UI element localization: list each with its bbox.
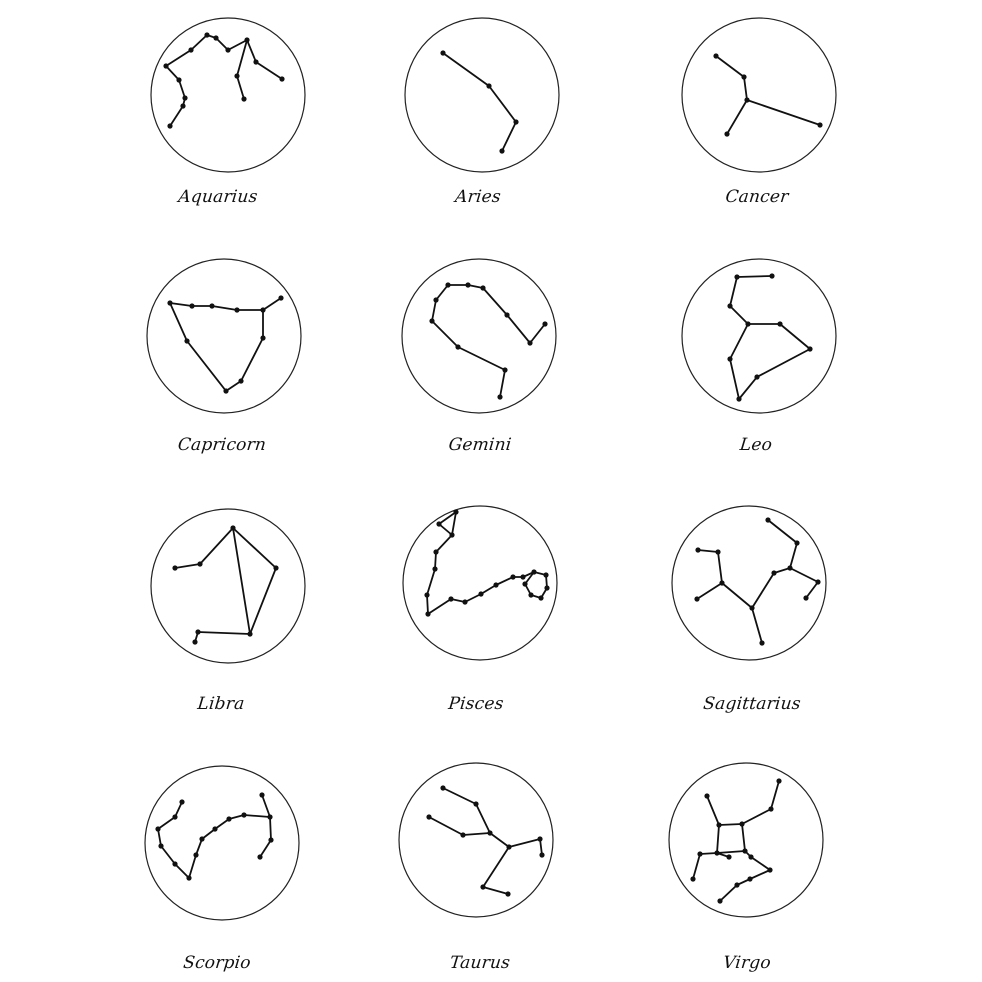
star-dot xyxy=(736,396,741,401)
constellation-line xyxy=(436,535,452,552)
star-dot xyxy=(486,83,491,88)
star-dot xyxy=(226,816,231,821)
constellation-line xyxy=(483,887,508,894)
star-dot xyxy=(460,832,465,837)
constellation-line xyxy=(780,324,810,349)
constellation-line xyxy=(752,608,762,643)
star-dot xyxy=(238,378,243,383)
star-dot xyxy=(769,273,774,278)
star-dot xyxy=(537,836,542,841)
star-dot xyxy=(478,591,483,596)
star-dot xyxy=(260,335,265,340)
constellation-line xyxy=(237,76,244,99)
star-dot xyxy=(748,854,753,859)
star-dot xyxy=(767,867,772,872)
star-dot xyxy=(163,63,168,68)
star-dot xyxy=(204,32,209,37)
constellation-label-virgo: Virgo xyxy=(722,953,772,973)
star-dot xyxy=(225,47,230,52)
star-dot xyxy=(539,852,544,857)
star-dot xyxy=(448,596,453,601)
star-dot xyxy=(167,300,172,305)
constellation-line xyxy=(260,840,271,857)
constellation-line xyxy=(241,338,263,381)
constellation-line xyxy=(189,855,196,878)
star-dot xyxy=(544,585,549,590)
star-dot xyxy=(759,640,764,645)
constellation-line xyxy=(698,550,718,552)
circle-frame xyxy=(669,763,823,917)
leo-constellation xyxy=(680,257,838,415)
circle-frame xyxy=(682,18,836,172)
constellation-label-aries: Aries xyxy=(454,187,502,207)
star-dot xyxy=(195,629,200,634)
constellation-line xyxy=(481,585,496,594)
constellation-line xyxy=(463,833,490,835)
star-dot xyxy=(155,826,160,831)
constellation-line xyxy=(458,347,505,370)
constellation-line xyxy=(428,599,451,614)
star-dot xyxy=(727,303,732,308)
star-dot xyxy=(273,565,278,570)
star-dot xyxy=(179,799,184,804)
leo-diagram xyxy=(680,257,838,415)
gemini-constellation xyxy=(400,257,558,415)
sagittarius-diagram xyxy=(670,504,828,662)
constellation-line xyxy=(263,298,281,310)
star-dot xyxy=(506,844,511,849)
star-dot xyxy=(528,592,533,597)
star-dot xyxy=(716,822,721,827)
star-dot xyxy=(429,318,434,323)
star-dot xyxy=(713,53,718,58)
star-dot xyxy=(259,792,264,797)
star-dot xyxy=(522,581,527,586)
constellation-line xyxy=(719,824,742,825)
constellation-line xyxy=(722,583,752,608)
constellation-line xyxy=(806,582,818,598)
cancer-diagram xyxy=(680,16,838,174)
star-dot xyxy=(697,851,702,856)
star-dot xyxy=(453,509,458,514)
circle-frame xyxy=(672,506,826,660)
star-dot xyxy=(449,532,454,537)
taurus-diagram xyxy=(397,761,555,919)
star-dot xyxy=(520,574,525,579)
star-dot xyxy=(744,97,749,102)
constellation-line xyxy=(730,324,748,359)
star-dot xyxy=(223,388,228,393)
star-dot xyxy=(279,76,284,81)
star-dot xyxy=(260,307,265,312)
star-dot xyxy=(455,344,460,349)
star-dot xyxy=(199,836,204,841)
star-dot xyxy=(172,861,177,866)
star-dot xyxy=(771,570,776,575)
capricorn-diagram xyxy=(145,257,303,415)
constellation-line xyxy=(697,583,722,599)
constellation-label-gemini: Gemini xyxy=(447,435,513,455)
circle-frame xyxy=(405,18,559,172)
star-dot xyxy=(502,367,507,372)
star-dot xyxy=(531,569,536,574)
constellation-line xyxy=(739,377,757,399)
constellation-line xyxy=(752,573,774,608)
constellation-line xyxy=(191,35,207,50)
star-dot xyxy=(253,59,258,64)
pisces-diagram xyxy=(401,504,559,662)
constellation-line xyxy=(747,100,820,125)
constellation-line xyxy=(443,788,476,804)
constellation-line xyxy=(483,288,507,315)
virgo-constellation xyxy=(667,761,825,919)
star-dot xyxy=(739,821,744,826)
star-dot xyxy=(504,312,509,317)
star-dot xyxy=(777,321,782,326)
constellation-line xyxy=(233,528,276,568)
constellation-line xyxy=(530,324,545,343)
constellation-line xyxy=(212,306,237,310)
constellation-line xyxy=(757,349,810,377)
star-dot xyxy=(268,837,273,842)
constellation-line xyxy=(496,577,513,585)
constellation-line xyxy=(790,543,797,568)
star-dot xyxy=(244,37,249,42)
star-dot xyxy=(432,566,437,571)
constellation-line xyxy=(744,77,747,100)
star-dot xyxy=(754,374,759,379)
star-dot xyxy=(186,875,191,880)
constellation-line xyxy=(707,796,719,825)
aries-constellation xyxy=(403,16,561,174)
star-dot xyxy=(745,321,750,326)
star-dot xyxy=(714,850,719,855)
star-dot xyxy=(473,801,478,806)
star-dot xyxy=(480,884,485,889)
star-dot xyxy=(803,595,808,600)
aquarius-diagram xyxy=(149,16,307,174)
constellation-line xyxy=(717,825,719,853)
star-dot xyxy=(189,303,194,308)
constellation-line xyxy=(465,594,481,602)
constellation-line xyxy=(158,817,175,829)
constellation-line xyxy=(509,839,540,847)
circle-frame xyxy=(145,766,299,920)
constellation-line xyxy=(270,817,271,840)
constellation-line xyxy=(768,520,797,543)
star-dot xyxy=(538,595,543,600)
star-dot xyxy=(192,639,197,644)
star-dot xyxy=(734,882,739,887)
star-dot xyxy=(213,35,218,40)
star-dot xyxy=(172,565,177,570)
star-dot xyxy=(172,814,177,819)
taurus-constellation xyxy=(397,761,555,919)
circle-frame xyxy=(399,763,553,917)
constellation-line xyxy=(200,528,233,564)
virgo-diagram xyxy=(667,761,825,919)
constellation-line xyxy=(170,303,192,306)
star-dot xyxy=(542,321,547,326)
constellation-line xyxy=(250,568,276,634)
star-dot xyxy=(230,525,235,530)
constellation-line xyxy=(717,851,745,853)
star-dot xyxy=(487,830,492,835)
star-dot xyxy=(180,103,185,108)
constellation-line xyxy=(175,564,200,568)
star-dot xyxy=(719,580,724,585)
star-dot xyxy=(694,596,699,601)
constellation-line xyxy=(429,817,463,835)
constellation-line xyxy=(490,833,509,847)
constellation-line xyxy=(502,122,516,151)
constellation-line xyxy=(483,847,509,887)
constellation-line xyxy=(432,321,458,347)
constellation-line xyxy=(166,66,179,80)
constellation-line xyxy=(476,804,490,833)
scorpio-constellation xyxy=(143,764,301,922)
constellation-label-scorpio: Scorpio xyxy=(182,953,252,973)
star-dot xyxy=(234,73,239,78)
constellation-label-libra: Libra xyxy=(196,694,246,714)
star-dot xyxy=(765,517,770,522)
star-dot xyxy=(510,574,515,579)
constellation-line xyxy=(262,795,270,817)
constellation-label-pisces: Pisces xyxy=(447,694,505,714)
star-dot xyxy=(727,356,732,361)
star-dot xyxy=(234,307,239,312)
constellation-line xyxy=(233,528,250,634)
constellation-line xyxy=(436,285,448,300)
star-dot xyxy=(209,303,214,308)
constellation-line xyxy=(170,106,183,126)
star-dot xyxy=(241,812,246,817)
gemini-diagram xyxy=(400,257,558,415)
constellation-label-capricorn: Capricorn xyxy=(176,435,268,455)
star-dot xyxy=(747,876,752,881)
star-dot xyxy=(425,611,430,616)
star-dot xyxy=(749,605,754,610)
constellation-line xyxy=(166,50,191,66)
star-dot xyxy=(480,285,485,290)
capricorn-constellation xyxy=(145,257,303,415)
star-dot xyxy=(167,123,172,128)
star-dot xyxy=(717,898,722,903)
constellation-label-sagittarius: Sagittarius xyxy=(702,694,802,714)
star-dot xyxy=(445,282,450,287)
star-dot xyxy=(241,96,246,101)
star-dot xyxy=(158,843,163,848)
star-dot xyxy=(726,854,731,859)
constellation-line xyxy=(432,300,436,321)
constellation-label-cancer: Cancer xyxy=(724,187,790,207)
constellation-line xyxy=(198,632,250,634)
pisces-constellation xyxy=(401,504,559,662)
star-dot xyxy=(436,521,441,526)
star-dot xyxy=(690,876,695,881)
constellation-line xyxy=(247,40,256,62)
star-dot xyxy=(543,572,548,577)
star-dot xyxy=(497,394,502,399)
constellation-line xyxy=(161,846,175,864)
constellation-line xyxy=(742,809,771,824)
constellation-line xyxy=(187,341,226,391)
star-dot xyxy=(776,778,781,783)
star-dot xyxy=(197,561,202,566)
constellation-line xyxy=(730,277,737,306)
circle-frame xyxy=(402,259,556,413)
aquarius-constellation xyxy=(149,16,307,174)
constellation-line xyxy=(771,781,779,809)
star-dot xyxy=(182,95,187,100)
constellation-line xyxy=(443,53,489,86)
constellation-line xyxy=(750,870,770,879)
constellation-label-leo: Leo xyxy=(738,435,774,455)
star-dot xyxy=(433,297,438,302)
constellation-line xyxy=(489,86,516,122)
sagittarius-constellation xyxy=(670,504,828,662)
constellation-line xyxy=(427,569,435,595)
constellation-label-taurus: Taurus xyxy=(448,953,512,973)
constellation-line xyxy=(226,381,241,391)
constellation-line xyxy=(720,885,737,901)
star-dot xyxy=(807,346,812,351)
star-dot xyxy=(212,826,217,831)
constellation-line xyxy=(737,276,772,277)
star-dot xyxy=(424,592,429,597)
star-dot xyxy=(247,631,252,636)
constellation-line xyxy=(742,824,745,851)
star-dot xyxy=(742,848,747,853)
constellation-line xyxy=(718,552,722,583)
star-dot xyxy=(193,852,198,857)
star-dot xyxy=(440,785,445,790)
star-dot xyxy=(188,47,193,52)
star-dot xyxy=(715,549,720,554)
star-dot xyxy=(462,599,467,604)
constellation-line xyxy=(500,370,505,397)
star-dot xyxy=(787,565,792,570)
constellation-line xyxy=(751,857,770,870)
constellation-line xyxy=(730,306,748,324)
star-dot xyxy=(527,340,532,345)
star-dot xyxy=(499,148,504,153)
star-dot xyxy=(513,119,518,124)
star-dot xyxy=(278,295,283,300)
libra-diagram xyxy=(149,507,307,665)
constellation-line xyxy=(790,568,818,582)
constellation-label-aquarius: Aquarius xyxy=(177,187,259,207)
star-dot xyxy=(465,282,470,287)
constellation-line xyxy=(727,100,747,134)
constellation-line xyxy=(716,56,744,77)
constellation-line xyxy=(170,303,187,341)
constellation-line xyxy=(427,595,428,614)
constellation-line xyxy=(179,80,185,98)
libra-constellation xyxy=(149,507,307,665)
star-dot xyxy=(433,549,438,554)
circle-frame xyxy=(403,506,557,660)
star-dot xyxy=(704,793,709,798)
constellation-line xyxy=(256,62,282,79)
constellation-line xyxy=(507,315,530,343)
star-dot xyxy=(176,77,181,82)
constellation-line xyxy=(693,854,700,879)
constellation-line xyxy=(175,864,189,878)
star-dot xyxy=(267,814,272,819)
cancer-constellation xyxy=(680,16,838,174)
circle-frame xyxy=(151,18,305,172)
star-dot xyxy=(257,854,262,859)
star-dot xyxy=(440,50,445,55)
star-dot xyxy=(817,122,822,127)
star-dot xyxy=(426,814,431,819)
constellation-line xyxy=(244,815,270,817)
star-dot xyxy=(184,338,189,343)
star-dot xyxy=(815,579,820,584)
star-dot xyxy=(741,74,746,79)
star-dot xyxy=(724,131,729,136)
aries-diagram xyxy=(403,16,561,174)
circle-frame xyxy=(151,509,305,663)
star-dot xyxy=(493,582,498,587)
star-dot xyxy=(505,891,510,896)
star-dot xyxy=(794,540,799,545)
star-dot xyxy=(768,806,773,811)
star-dot xyxy=(695,547,700,552)
star-dot xyxy=(734,274,739,279)
constellation-line xyxy=(730,359,739,399)
scorpio-diagram xyxy=(143,764,301,922)
circle-frame xyxy=(682,259,836,413)
